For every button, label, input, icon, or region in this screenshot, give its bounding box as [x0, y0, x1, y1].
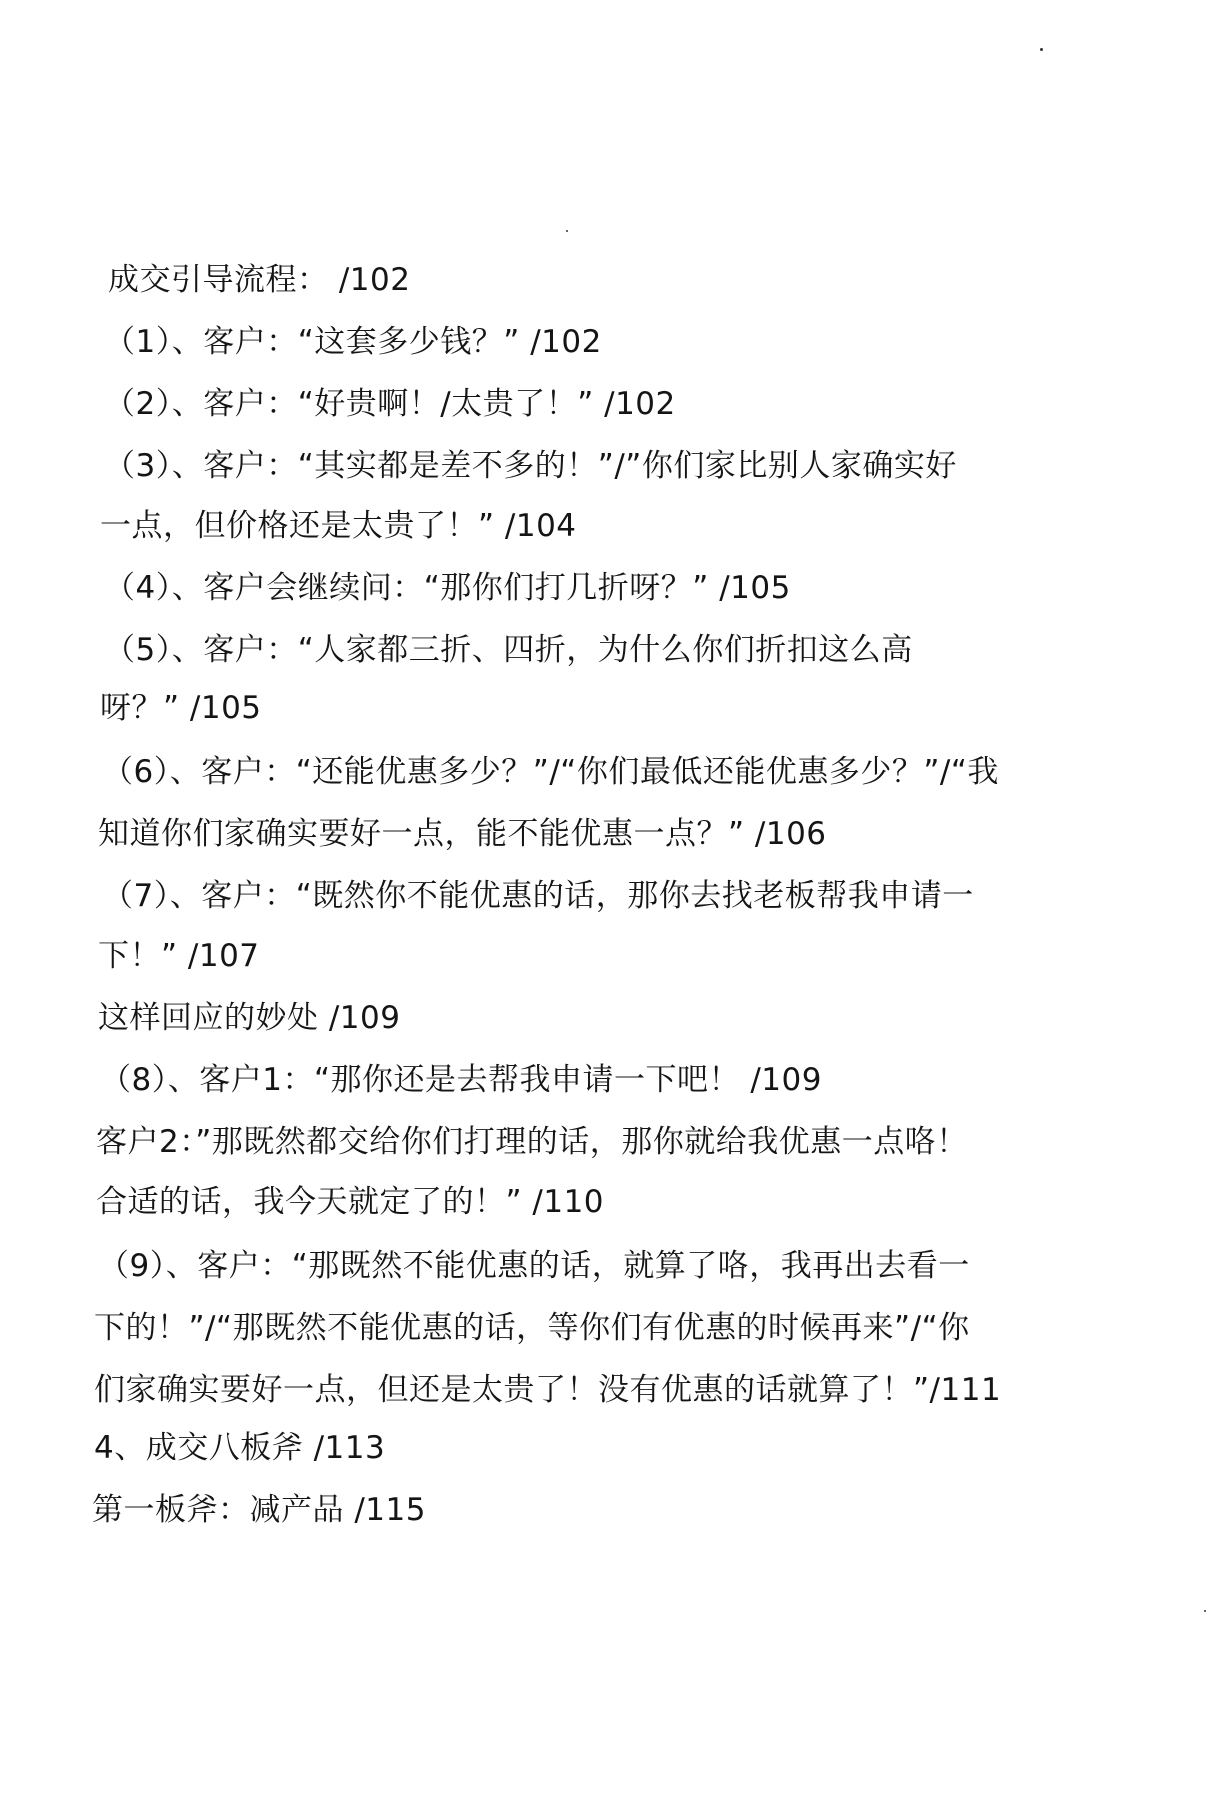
- toc-entry: （9）、客户：“那既然不能优惠的话，就算了咯，我再出去看一: [98, 1248, 970, 1284]
- toc-entry-continued: 呀？” /105: [100, 690, 262, 726]
- toc-entry: （6）、客户：“还能优惠多少？”/“你们最低还能优惠多少？”/“我: [102, 754, 999, 790]
- toc-entry: 这样回应的妙处 /109: [98, 1000, 401, 1036]
- toc-entry-continued: 们家确实要好一点，但还是太贵了！没有优惠的话就算了！”/111: [94, 1372, 1002, 1408]
- toc-entry: （1）、客户：“这套多少钱？” /102: [104, 324, 602, 360]
- toc-section: 第一板斧：减产品 /115: [92, 1492, 426, 1528]
- toc-entry-continued: 下！” /107: [98, 938, 260, 974]
- toc-entry-continued: 一点，但价格还是太贵了！” /104: [100, 508, 577, 544]
- toc-entry: （4）、客户会继续问：“那你们打几折呀？” /105: [104, 570, 791, 606]
- toc-entry: （8）、客户1：“那你还是去帮我申请一下吧！ /109: [100, 1062, 822, 1098]
- toc-heading: 成交引导流程： /102: [108, 262, 411, 298]
- toc-entry: 客户2：”那既然都交给你们打理的话，那你就给我优惠一点咯！: [96, 1124, 968, 1160]
- toc-entry: （5）、客户：“人家都三折、四折，为什么你们折扣这么高: [104, 632, 913, 668]
- scan-speck: [1204, 1610, 1206, 1612]
- scan-speck: [566, 230, 568, 232]
- toc-entry-continued: 合适的话，我今天就定了的！” /110: [96, 1184, 605, 1220]
- toc-entry: （2）、客户：“好贵啊！/太贵了！” /102: [104, 386, 676, 422]
- toc-entry: （3）、客户：“其实都是差不多的！”/”你们家比别人家确实好: [104, 448, 957, 484]
- toc-section: 4、成交八板斧 /113: [94, 1430, 386, 1466]
- toc-entry-continued: 知道你们家确实要好一点，能不能优惠一点？” /106: [98, 816, 827, 852]
- toc-entry-continued: 下的！”/“那既然不能优惠的话，等你们有优惠的时候再来”/“你: [94, 1310, 970, 1346]
- toc-entry: （7）、客户：“既然你不能优惠的话，那你去找老板帮我申请一: [102, 878, 974, 914]
- scan-speck: [1040, 48, 1043, 51]
